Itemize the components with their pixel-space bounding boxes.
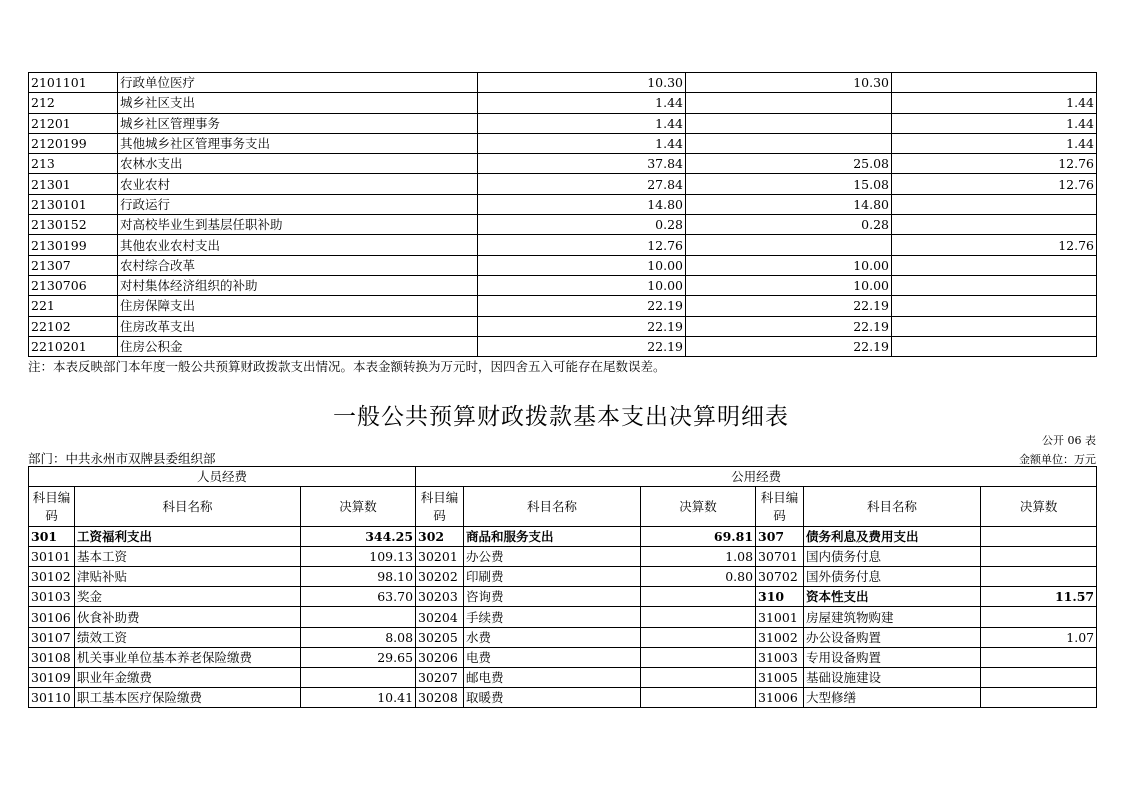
subject-code: 22102 [29, 316, 118, 336]
table-row [29, 316, 1097, 336]
unit-label: 金额单位：万元 [1019, 453, 1096, 466]
subject-code: 2130199 [29, 235, 118, 255]
subject-name: 行政运行 [118, 194, 478, 214]
project-amount: 12.76 [892, 235, 1097, 255]
table-row [29, 73, 1097, 93]
other-name: 国内债务付息 [804, 547, 981, 567]
col-header-code: 科目编码 [756, 487, 804, 527]
col-header-code: 科目编码 [29, 487, 75, 527]
personnel-amount: 109.13 [301, 547, 416, 567]
col-header-name: 科目名称 [75, 487, 301, 527]
public-amount [641, 667, 756, 687]
table-row [29, 687, 1097, 707]
public-amount: 1.08 [641, 547, 756, 567]
personnel-code: 30110 [29, 687, 75, 707]
basic-amount: 22.19 [686, 336, 892, 356]
personnel-code: 30108 [29, 647, 75, 667]
total-amount: 22.19 [478, 316, 686, 336]
public-amount [641, 627, 756, 647]
other-name: 基础设施建设 [804, 667, 981, 687]
total-amount: 10.00 [478, 275, 686, 295]
personnel-name: 基本工资 [75, 547, 301, 567]
department-label: 部门：中共永州市双牌县委组织部 [28, 451, 216, 466]
other-amount: 11.57 [981, 587, 1097, 607]
project-amount [892, 316, 1097, 336]
personnel-amount [301, 607, 416, 627]
other-amount [981, 547, 1097, 567]
public-code: 30203 [416, 587, 464, 607]
subject-name: 住房改革支出 [118, 316, 478, 336]
col-header-amount: 决算数 [981, 487, 1097, 527]
other-name: 办公设备购置 [804, 627, 981, 647]
public-code: 30204 [416, 607, 464, 627]
public-name: 咨询费 [464, 587, 641, 607]
total-amount: 14.80 [478, 194, 686, 214]
public-code: 30206 [416, 647, 464, 667]
table-code: 公开 06 表 [1042, 434, 1096, 447]
subject-name: 行政单位医疗 [118, 73, 478, 93]
public-amount [641, 607, 756, 627]
other-name: 资本性支出 [804, 587, 981, 607]
subject-code: 21307 [29, 255, 118, 275]
personnel-amount: 98.10 [301, 567, 416, 587]
table-row [29, 154, 1097, 174]
basic-amount [686, 113, 892, 133]
basic-amount: 10.00 [686, 275, 892, 295]
table-row [29, 93, 1097, 113]
basic-amount: 22.19 [686, 296, 892, 316]
table-row [29, 587, 1097, 607]
other-code: 31006 [756, 687, 804, 707]
other-code: 31002 [756, 627, 804, 647]
subject-code: 2210201 [29, 336, 118, 356]
basic-amount: 25.08 [686, 154, 892, 174]
personnel-amount: 8.08 [301, 627, 416, 647]
group-header-personnel: 人员经费 [29, 467, 416, 487]
col-header-code: 科目编码 [416, 487, 464, 527]
col-header-name: 科目名称 [464, 487, 641, 527]
page-title: 一般公共预算财政拨款基本支出决算明细表 [333, 404, 789, 430]
public-name: 印刷费 [464, 567, 641, 587]
basic-expenditure-table [28, 466, 1097, 708]
public-code: 30207 [416, 667, 464, 687]
project-amount [892, 194, 1097, 214]
table-row [29, 567, 1097, 587]
basic-amount: 10.30 [686, 73, 892, 93]
subject-name: 农林水支出 [118, 154, 478, 174]
public-name: 水费 [464, 627, 641, 647]
personnel-name: 奖金 [75, 587, 301, 607]
other-code: 30702 [756, 567, 804, 587]
table-note: 注：本表反映部门本年度一般公共预算财政拨款支出情况。本表金额转换为万元时，因四舍五入可能存在尾数误差。 [28, 359, 666, 374]
public-name: 商品和服务支出 [464, 527, 641, 547]
personnel-amount: 10.41 [301, 687, 416, 707]
other-amount [981, 607, 1097, 627]
subject-code: 21201 [29, 113, 118, 133]
personnel-code: 30103 [29, 587, 75, 607]
project-amount: 1.44 [892, 113, 1097, 133]
subject-code: 213 [29, 154, 118, 174]
subject-name: 城乡社区支出 [118, 93, 478, 113]
project-amount [892, 275, 1097, 295]
table-row [29, 235, 1097, 255]
basic-amount: 15.08 [686, 174, 892, 194]
public-name: 电费 [464, 647, 641, 667]
column-header-row [29, 487, 1097, 527]
total-amount: 12.76 [478, 235, 686, 255]
public-amount: 0.80 [641, 567, 756, 587]
table-row [29, 275, 1097, 295]
total-amount: 22.19 [478, 296, 686, 316]
personnel-code: 30107 [29, 627, 75, 647]
basic-amount: 0.28 [686, 215, 892, 235]
subject-code: 212 [29, 93, 118, 113]
other-name: 国外债务付息 [804, 567, 981, 587]
project-amount [892, 73, 1097, 93]
public-code: 302 [416, 527, 464, 547]
project-amount [892, 336, 1097, 356]
table-row [29, 194, 1097, 214]
personnel-code: 30109 [29, 667, 75, 687]
total-amount: 37.84 [478, 154, 686, 174]
personnel-name: 工资福利支出 [75, 527, 301, 547]
col-header-amount: 决算数 [641, 487, 756, 527]
subject-code: 21301 [29, 174, 118, 194]
group-header-row [29, 467, 1097, 487]
public-amount [641, 587, 756, 607]
group-header-public: 公用经费 [416, 467, 1097, 487]
col-header-amount: 决算数 [301, 487, 416, 527]
public-amount [641, 647, 756, 667]
subject-code: 2101101 [29, 73, 118, 93]
other-amount: 1.07 [981, 627, 1097, 647]
table-row [29, 527, 1097, 547]
subject-name: 对高校毕业生到基层任职补助 [118, 215, 478, 235]
personnel-amount: 63.70 [301, 587, 416, 607]
total-amount: 1.44 [478, 113, 686, 133]
basic-amount [686, 235, 892, 255]
subject-name: 城乡社区管理事务 [118, 113, 478, 133]
personnel-name: 职工基本医疗保险缴费 [75, 687, 301, 707]
table-row [29, 607, 1097, 627]
other-amount [981, 687, 1097, 707]
personnel-name: 机关事业单位基本养老保险缴费 [75, 647, 301, 667]
public-amount [641, 687, 756, 707]
total-amount: 0.28 [478, 215, 686, 235]
subject-code: 221 [29, 296, 118, 316]
public-amount: 69.81 [641, 527, 756, 547]
basic-amount: 22.19 [686, 316, 892, 336]
basic-amount [686, 93, 892, 113]
project-amount: 12.76 [892, 174, 1097, 194]
other-code: 30701 [756, 547, 804, 567]
personnel-name: 绩效工资 [75, 627, 301, 647]
personnel-code: 30106 [29, 607, 75, 627]
personnel-amount [301, 667, 416, 687]
personnel-name: 津贴补贴 [75, 567, 301, 587]
other-name: 房屋建筑物购建 [804, 607, 981, 627]
project-amount: 12.76 [892, 154, 1097, 174]
table-row [29, 113, 1097, 133]
public-code: 30202 [416, 567, 464, 587]
table-row [29, 647, 1097, 667]
subject-code: 2130706 [29, 275, 118, 295]
project-amount: 1.44 [892, 133, 1097, 153]
subject-name: 农村综合改革 [118, 255, 478, 275]
expenditure-table [28, 72, 1097, 357]
public-name: 办公费 [464, 547, 641, 567]
col-header-name: 科目名称 [804, 487, 981, 527]
public-name: 邮电费 [464, 667, 641, 687]
other-amount [981, 667, 1097, 687]
personnel-name: 职业年金缴费 [75, 667, 301, 687]
personnel-code: 30102 [29, 567, 75, 587]
other-amount [981, 647, 1097, 667]
subject-name: 其他城乡社区管理事务支出 [118, 133, 478, 153]
personnel-code: 301 [29, 527, 75, 547]
project-amount [892, 255, 1097, 275]
subject-name: 对村集体经济组织的补助 [118, 275, 478, 295]
total-amount: 22.19 [478, 336, 686, 356]
personnel-name: 伙食补助费 [75, 607, 301, 627]
table-row [29, 336, 1097, 356]
personnel-amount: 344.25 [301, 527, 416, 547]
public-code: 30208 [416, 687, 464, 707]
other-code: 307 [756, 527, 804, 547]
table-row [29, 215, 1097, 235]
table-row [29, 667, 1097, 687]
table-row [29, 296, 1097, 316]
personnel-amount: 29.65 [301, 647, 416, 667]
public-name: 手续费 [464, 607, 641, 627]
other-name: 大型修缮 [804, 687, 981, 707]
other-name: 专用设备购置 [804, 647, 981, 667]
personnel-code: 30101 [29, 547, 75, 567]
other-name: 债务利息及费用支出 [804, 527, 981, 547]
other-amount [981, 567, 1097, 587]
subject-name: 其他农业农村支出 [118, 235, 478, 255]
project-amount: 1.44 [892, 93, 1097, 113]
subject-code: 2120199 [29, 133, 118, 153]
subject-name: 住房公积金 [118, 336, 478, 356]
public-code: 30205 [416, 627, 464, 647]
table-row [29, 547, 1097, 567]
other-amount [981, 527, 1097, 547]
subject-code: 2130152 [29, 215, 118, 235]
total-amount: 10.30 [478, 73, 686, 93]
basic-amount: 14.80 [686, 194, 892, 214]
basic-amount [686, 133, 892, 153]
table-row [29, 133, 1097, 153]
total-amount: 1.44 [478, 133, 686, 153]
total-amount: 1.44 [478, 93, 686, 113]
project-amount [892, 296, 1097, 316]
other-code: 31001 [756, 607, 804, 627]
table-row [29, 627, 1097, 647]
public-name: 取暖费 [464, 687, 641, 707]
basic-amount: 10.00 [686, 255, 892, 275]
subject-code: 2130101 [29, 194, 118, 214]
public-code: 30201 [416, 547, 464, 567]
subject-name: 农业农村 [118, 174, 478, 194]
table-row [29, 255, 1097, 275]
other-code: 31003 [756, 647, 804, 667]
subject-name: 住房保障支出 [118, 296, 478, 316]
total-amount: 27.84 [478, 174, 686, 194]
total-amount: 10.00 [478, 255, 686, 275]
other-code: 31005 [756, 667, 804, 687]
other-code: 310 [756, 587, 804, 607]
table-row [29, 174, 1097, 194]
project-amount [892, 215, 1097, 235]
